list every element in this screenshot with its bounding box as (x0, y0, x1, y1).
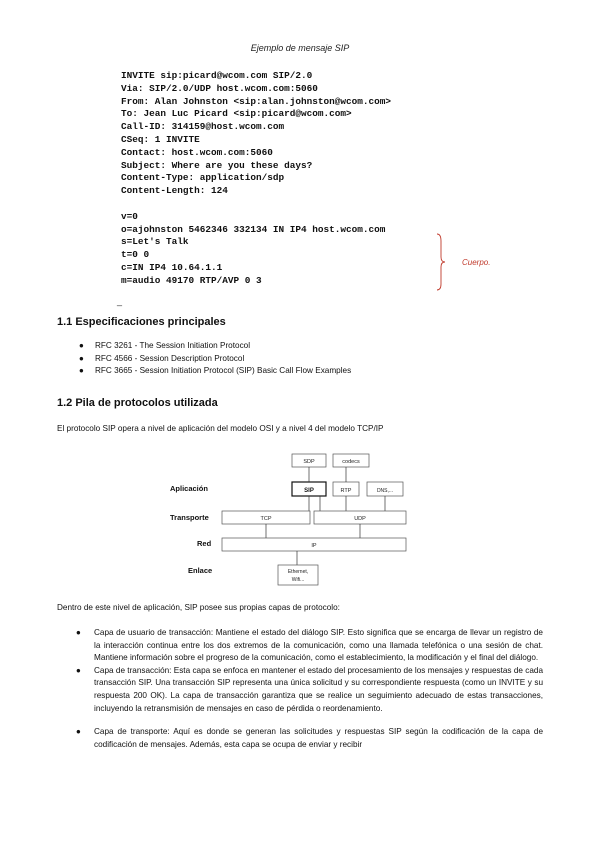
sip-header-line: Via: SIP/2.0/UDP host.wcom.com:5060 (121, 82, 318, 94)
intro-paragraph: El protocolo SIP opera a nivel de aplicación del modelo OSI y a nivel 4 del modelo TCP/IP (57, 424, 384, 433)
box-sdp-label: SDP (303, 459, 315, 465)
sip-header-line: Contact: host.wcom.com:5060 (121, 146, 273, 158)
list-item: ● Capa de transporte: Aquí es donde se generan las solicitudes y respuestas SIP según la codificación de la capa de codificación de mensajes. Además, esta capa se ocupa de enviar y recibir (76, 727, 543, 749)
sdp-body-line: m=audio 49170 RTP/AVP 0 3 (121, 274, 262, 286)
box-dns-label: DNS,... (376, 488, 394, 494)
page-header-title: Ejemplo de mensaje SIP (250, 43, 350, 53)
bullet-icon: ● (79, 353, 84, 363)
trailing-mark: _ (117, 296, 123, 306)
sip-header-line: To: Jean Luc Picard <sip:picard@wcom.com> (121, 108, 352, 120)
list-item: ● RFC 3261 - The Session Initiation Protocol (57, 340, 351, 353)
sip-layers-list (57, 627, 543, 751)
list-item: ● RFC 4566 - Session Description Protocol (57, 353, 351, 366)
sip-header-line: CSeq: 1 INVITE (121, 133, 200, 145)
sdp-body-line: s=Let's Talk (121, 236, 189, 248)
sip-message-code-block (121, 70, 451, 288)
sip-header-line: From: Alan Johnston <sip:alan.johnston@wcom.com> (121, 95, 392, 107)
list-item: ● RFC 3665 - Session Initiation Protocol (SIP) Basic Call Flow Examples (57, 365, 351, 378)
sdp-body-line: t=0 0 (121, 249, 150, 261)
sip-header-line: Content-Length: 124 (121, 185, 228, 197)
box-tcp-label: TCP (260, 516, 272, 522)
section-heading-pila: 1.2 Pila de protocolos utilizada (57, 397, 218, 409)
box-link-label-2: Wifi... (291, 577, 305, 583)
bullet-icon: ● (76, 727, 81, 737)
sdp-body-line: o=ajohnston 5462346 332134 IN IP4 host.wcom.com (121, 223, 386, 235)
box-link-label-1: Ethernet, (287, 569, 309, 575)
list-item: ● Capa de transacción: Esta capa se enfoca en mantener el estado del procesamiento de los mensajes y respuestas de cada transacción SIP. Una transacción SIP representa una única solicitud y su correspondiente respuesta (como un INVITE y su respuesta 200 OK). La capa de transacción garantiza que se realice un seguimiento adecuado de estas transacciones, incluyendo la retransmisión de mensajes en caso de pérdida o reordenamiento. (76, 665, 543, 713)
sip-header-line: Call-ID: 314159@host.wcom.com (121, 121, 285, 133)
bullet-icon: ● (76, 628, 81, 637)
layers-intro-paragraph: Dentro de este nivel de aplicación, SIP posee sus propias capas de protocolo: (57, 603, 340, 612)
layer-label-red: Red (197, 539, 212, 548)
protocol-stack-diagram (170, 452, 420, 587)
handwritten-annotation: Cuerpo. (462, 258, 491, 267)
section-heading-especificaciones: 1.1 Especificaciones principales (57, 316, 226, 328)
code-blank-line (121, 198, 451, 211)
layer-label-transporte: Transporte (170, 513, 209, 522)
sip-header-line: INVITE sip:picard@wcom.com SIP/2.0 (121, 70, 313, 81)
bullet-icon: ● (79, 341, 84, 350)
bullet-icon: ● (76, 665, 81, 675)
layer-label-aplicacion: Aplicación (170, 484, 208, 493)
layer-label-enlace: Enlace (188, 566, 213, 575)
sip-header-line: Content-Type: application/sdp (121, 172, 285, 184)
box-udp-label: UDP (354, 516, 366, 522)
box-rtp-label: RTP (340, 488, 352, 494)
rfc-list (57, 340, 351, 378)
bullet-icon: ● (79, 366, 84, 375)
box-codecs-label: codecs (342, 459, 360, 465)
sip-header-line: Subject: Where are you these days? (121, 159, 313, 171)
box-ip-label: IP (311, 543, 317, 549)
list-item: ● Capa de usuario de transacción: Mantiene el estado del diálogo SIP. Esto significa que se encarga de llevar un registro de la interacción continua entre los dos extremos de la comunicación, como una llamada telefónica o una sesión de chat. Mantiene información sobre el progreso de la comunicación, como el establecimiento, la modificación y el final del diálogo. (76, 628, 543, 663)
box-sip-label: SIP (304, 488, 314, 494)
sdp-body-line: v=0 (121, 210, 138, 222)
handwritten-brace (435, 233, 447, 291)
sdp-body-line: c=IN IP4 10.64.1.1 (121, 261, 223, 273)
